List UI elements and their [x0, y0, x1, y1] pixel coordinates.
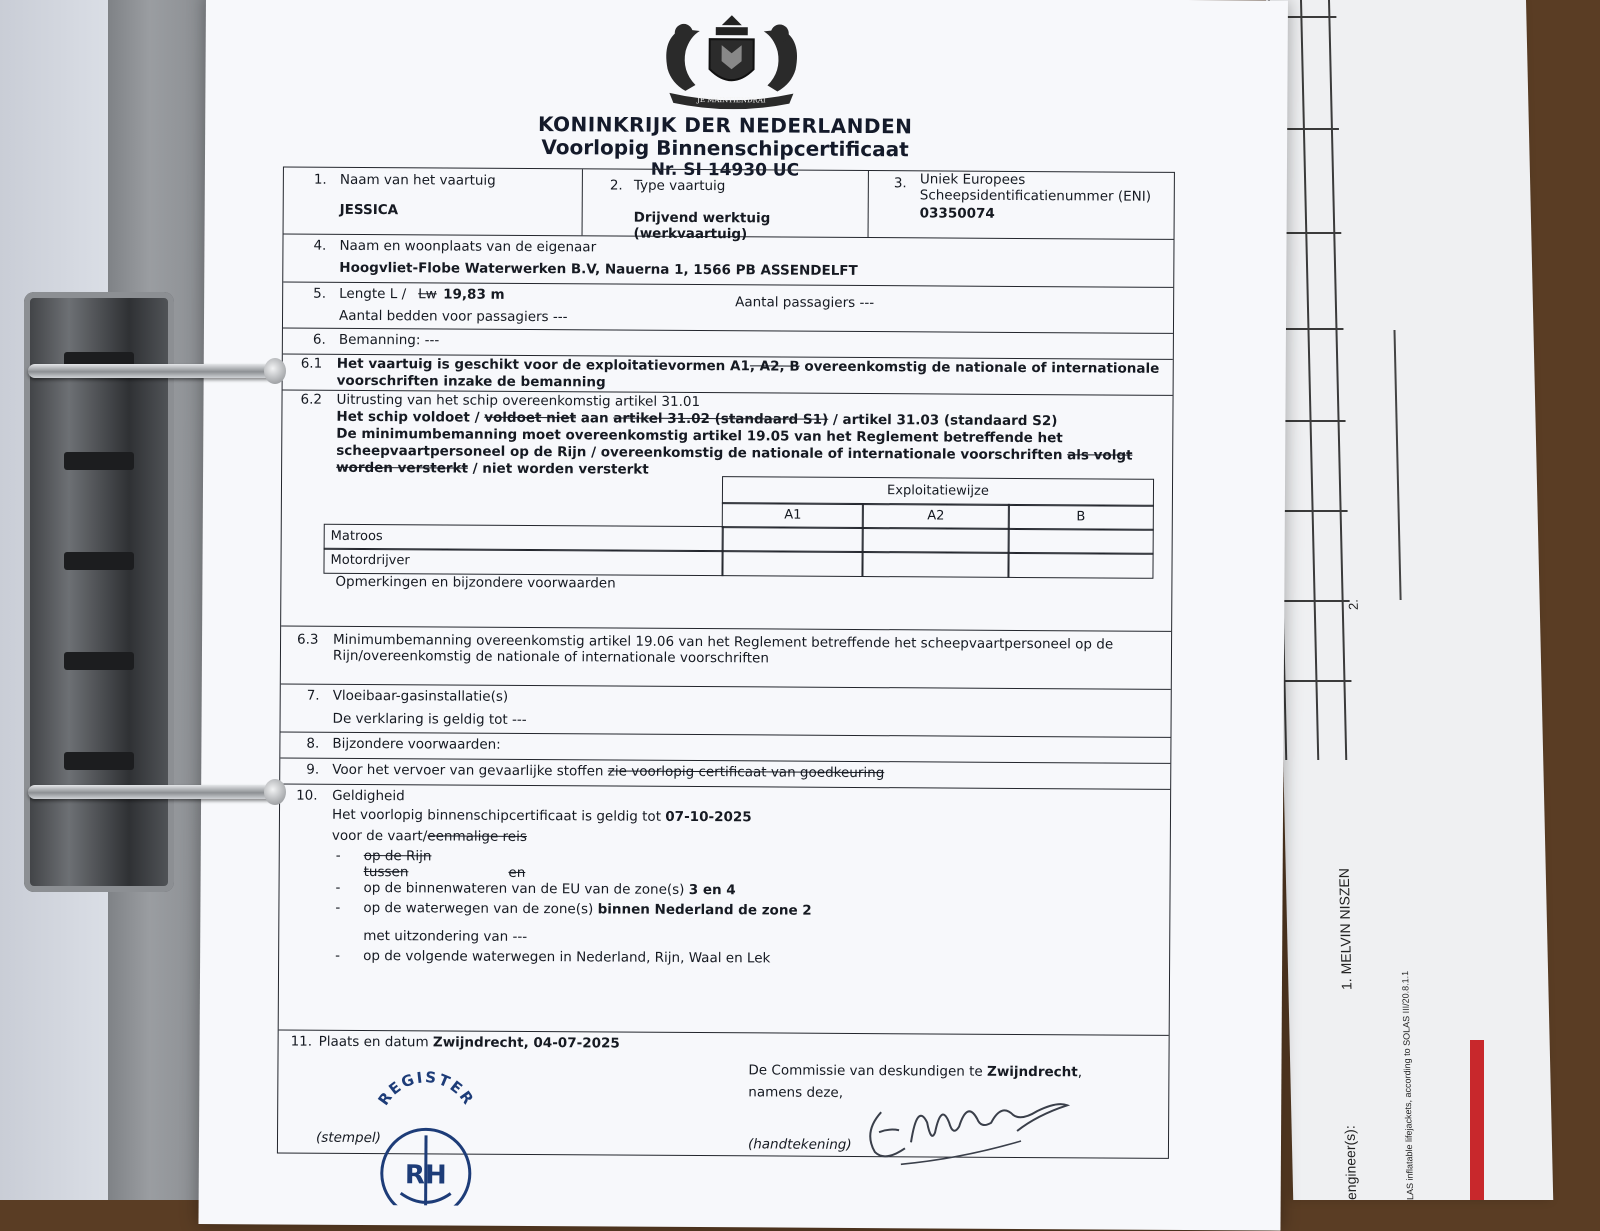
field-1-number: 1.	[314, 172, 327, 188]
binder-slot	[64, 752, 134, 770]
eu-waters-text	[363, 880, 735, 898]
field-10-number: 10.	[296, 788, 318, 804]
binder-ring-top	[28, 364, 280, 378]
vaart-struck: eenmalige reis	[427, 828, 527, 845]
svg-text:REGISTER	[374, 1068, 478, 1110]
special-conditions-label: Bijzondere voorwaarden:	[332, 736, 500, 753]
crew-cell	[721, 550, 863, 577]
binder-mechanism	[24, 292, 174, 892]
binder-slot	[64, 652, 134, 670]
column-divider	[868, 171, 869, 237]
crew-table-group-label: Exploitatiewijze	[723, 482, 1153, 500]
field-3-label-line2: Scheepsidentificatienummer (ENI)	[920, 187, 1151, 204]
validity-label: Geldigheid	[332, 788, 405, 804]
crew-cell	[722, 526, 864, 553]
commission-text-a: De Commissie van deskundigen te	[748, 1062, 987, 1079]
exploitation-struck: , A2, B	[750, 358, 800, 374]
bullet-dash: -	[335, 880, 340, 896]
commission-text	[748, 1062, 1082, 1080]
equipment-line1: Uitrusting van het schip overeenkomstig artikel 31.01	[336, 392, 700, 410]
document-country-title: KONINKRIJK DER NEDERLANDEN	[205, 110, 1245, 140]
crew-cell	[861, 551, 1009, 578]
length-lw-struck: Lw	[418, 286, 437, 302]
field-8-number: 8.	[306, 736, 319, 752]
field-6-2-number: 6.2	[300, 392, 322, 408]
commission-city: Zwijndrecht	[987, 1064, 1078, 1081]
length-label: Lengte L /	[339, 286, 406, 302]
min-crew-line3: De minimumbemanning moet overeenkomstig artikel 19.05 van het Reglement betreffende het	[336, 426, 1063, 446]
crew-label: Bemanning: ---	[339, 332, 440, 349]
dangerous-goods-struck: zie voorlopig certificaat van goedkeuring	[608, 763, 885, 781]
certificate-number: Nr. SI 14930 UC	[205, 157, 1245, 183]
binder-ring-bottom	[28, 785, 280, 799]
form-grid-line	[1280, 600, 1350, 602]
field-11-number: 11.	[291, 1034, 313, 1050]
solas-note: LAS inflatable lifejackets, according to SOLAS III/20.8.1.1	[1400, 971, 1415, 1200]
length-value: 19,83 m	[443, 286, 505, 302]
crew-col-b-label: B	[1009, 509, 1153, 525]
crew-cell	[1007, 552, 1153, 579]
engineer-name: 1. MELVIN NISZEN	[1336, 868, 1355, 990]
between-struck-b: en	[408, 864, 525, 881]
dangerous-goods-label	[332, 762, 884, 781]
crew-row-matroos-label: Matroos	[331, 529, 383, 544]
equipment-struck-1: voldoet niet	[484, 410, 576, 427]
binder-ring-end	[264, 358, 286, 384]
form-row-7	[280, 683, 1170, 737]
stamp-monogram: RH	[405, 1160, 447, 1190]
binder-slot	[64, 452, 134, 470]
waterways-zone-value: binnen Nederland de zone 2	[598, 901, 812, 918]
lng-installation-label: Vloeibaar-gasinstallatie(s)	[333, 688, 509, 705]
on-behalf-text: namens deze,	[748, 1084, 843, 1101]
min-crew-struck: als volgt	[1067, 447, 1132, 463]
crew-col-a1	[722, 502, 864, 529]
field-4-number: 4.	[313, 238, 326, 254]
waterways-label: op de waterwegen van de zone(s)	[363, 900, 597, 917]
min-crew-6-3-line2: Rijn/overeenkomstig de nationale of internationale voorschriften	[333, 648, 769, 667]
vaart-text-a: voor de vaart/	[332, 828, 428, 845]
coat-of-arms-icon	[641, 9, 822, 110]
exploitation-text-a: Het vaartuig is geschikt voor de exploitatievormen A1	[337, 356, 750, 375]
vessel-type: Drijvend werktuig	[634, 210, 771, 227]
place-date-label: Plaats en datum	[319, 1034, 433, 1051]
signature-line	[1393, 330, 1401, 600]
named-waterways-text: op de volgende waterwegen in Nederland, Rijn, Waal en Lek	[363, 948, 770, 966]
field-5-number: 5.	[313, 286, 326, 302]
exception-text: met uitzondering van ---	[363, 928, 527, 945]
form-row-6-2	[281, 389, 1172, 631]
bullet-dash: -	[336, 848, 341, 864]
min-crew-line4-a: scheepvaartpersoneel op de Rijn / overeenkomstig de nationale of internationale voorschriften	[336, 443, 1067, 463]
crew-row-motordrijver	[323, 548, 723, 576]
field-3-label: Uniek Europees	[920, 171, 1026, 188]
document-title: Voorlopig Binnenschipcertificaat	[205, 133, 1245, 163]
form-grid-line	[1278, 510, 1348, 512]
bullet-dash: -	[335, 900, 340, 916]
lng-validity: De verklaring is geldig tot ---	[333, 711, 527, 728]
form-row-6-3	[281, 625, 1171, 689]
beds-label: Aantal bedden voor passagiers ---	[339, 308, 568, 325]
engineer-label: engineer(s):	[1342, 1125, 1360, 1200]
exploitation-text-line2: voorschriften inzake de bemanning	[337, 373, 606, 391]
field-9-number: 9.	[306, 762, 319, 778]
form-row-4	[283, 233, 1173, 287]
form-row-10	[279, 783, 1170, 1035]
signature-label: (handtekening)	[748, 1136, 852, 1153]
remarks-label: Opmerkingen en bijzondere voorwaarden	[335, 574, 615, 592]
waterways-text	[363, 900, 811, 919]
stamp-text: REGISTER	[374, 1068, 478, 1110]
crew-col-a2	[862, 503, 1010, 530]
crew-col-a1-label: A1	[723, 507, 863, 523]
crew-table	[323, 474, 1154, 579]
validity-text-a: Het voorlopig binnenschipcertificaat is geldig tot	[332, 807, 665, 825]
column-divider	[582, 169, 583, 235]
eni-number: 03350074	[920, 205, 995, 221]
crew-col-a2-label: A2	[863, 508, 1009, 524]
validity-date: 07-10-2025	[665, 809, 751, 826]
form-grid-line	[1276, 420, 1346, 422]
equipment-line2-a: Het schip voldoet /	[336, 409, 484, 426]
between-struck-a: tussen	[364, 864, 409, 880]
place-date	[319, 1034, 620, 1052]
number-two-label: 2.	[1346, 599, 1361, 610]
binder-ring-end	[264, 779, 286, 805]
min-crew-struck-2: worden versterkt	[336, 460, 468, 477]
owner-name-address: Hoogvliet-Flobe Waterwerken B.V, Nauerna 1, 1566 PB ASSENDELFT	[339, 260, 858, 279]
between-struck	[364, 864, 524, 881]
form-row-5	[283, 281, 1173, 333]
field-6-number: 6.	[313, 332, 326, 348]
equipment-line2-b: aan	[576, 410, 613, 426]
eu-zones-value: 3 en 4	[689, 882, 736, 898]
equipment-struck-2: artikel 31.02 (standaard S1)	[613, 410, 828, 427]
form-grid-line	[1328, 0, 1347, 760]
crew-col-b	[1008, 504, 1154, 531]
passengers-label: Aantal passagiers ---	[735, 294, 874, 311]
field-2-number: 2.	[610, 177, 623, 193]
vessel-name: JESSICA	[340, 202, 399, 218]
form-grid-line	[1300, 0, 1319, 760]
red-folder-edge	[1470, 1040, 1484, 1200]
form-row-1-3	[284, 167, 1174, 239]
coat-of-arms-motto: JE MAINTIENDRAI	[696, 96, 766, 104]
validity-text	[332, 807, 752, 826]
crew-cell	[862, 527, 1010, 554]
field-6-1-number: 6.1	[301, 356, 323, 372]
certificate-form	[277, 166, 1175, 1158]
field-4-label: Naam en woonplaats van de eigenaar	[339, 238, 596, 256]
field-2-label: Type vaartuig	[634, 178, 726, 195]
crew-row-motordrijver-label: Motordrijver	[330, 553, 409, 568]
field-7-number: 7.	[307, 688, 320, 704]
register-stamp-icon	[351, 1055, 502, 1206]
min-crew-6-3-line1: Minimumbemanning overeenkomstig artikel 19.06 van het Reglement betreffende het scheepvaartpersoneel op de	[333, 632, 1113, 653]
background-paper-right	[1266, 0, 1553, 1200]
field-3-number: 3.	[894, 175, 907, 191]
field-6-3-number: 6.3	[297, 632, 319, 648]
crew-cell	[1008, 528, 1154, 555]
vessel-type-detail: (werkvaartuig)	[633, 226, 747, 243]
field-1-label: Naam van het vaartuig	[340, 172, 496, 189]
certificate-page	[198, 0, 1287, 1231]
handwritten-signature-icon	[861, 1082, 1102, 1173]
equipment-line2-c: / artikel 31.03 (standaard S2)	[828, 412, 1057, 429]
dangerous-goods-text: Voor het vervoer van gevaarlijke stoffen	[332, 762, 608, 780]
rhine-struck: op de Rijn	[364, 848, 432, 864]
stamp-label: (stempel)	[316, 1130, 381, 1146]
bullet-dash: -	[335, 948, 340, 964]
form-grid-line	[1281, 680, 1351, 682]
binder-slot	[64, 552, 134, 570]
commission-text-c: ,	[1078, 1064, 1082, 1080]
place-date-value: Zwijndrecht, 04-07-2025	[433, 1034, 620, 1051]
eu-waters-label: op de binnenwateren van de EU van de zone(s)	[363, 880, 688, 898]
exploitation-text-b: overeenkomstig de nationale of internationale	[800, 359, 1160, 377]
min-crew-line5-b: / niet worden versterkt	[468, 461, 649, 478]
vaart-text	[332, 828, 527, 845]
